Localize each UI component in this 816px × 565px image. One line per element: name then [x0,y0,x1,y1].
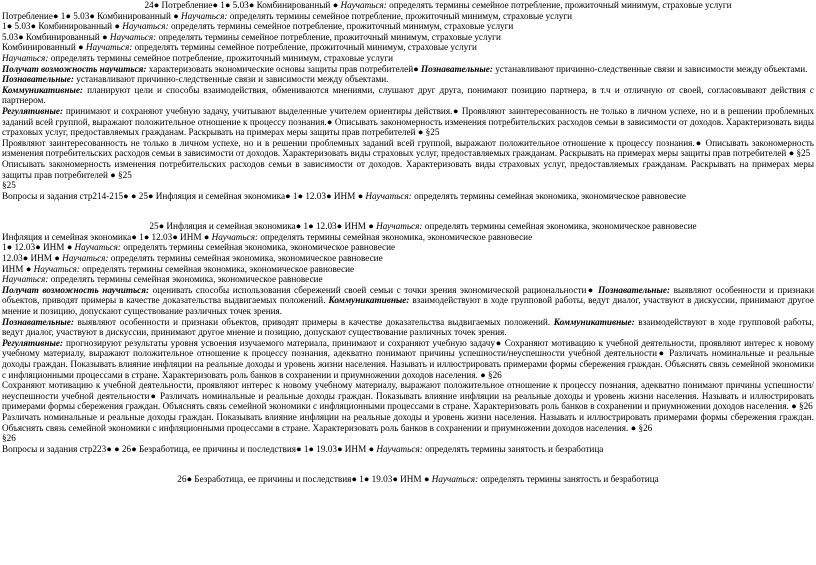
cascade-italic: Научаться: [74,242,121,253]
heading-rest: определять термины семейная экономика, экономическое равновесие [422,221,697,232]
cascade-lead: 12.03● ИНМ ● [2,253,63,264]
questions-italic: Научаться: [365,190,412,201]
cascade-line [2,21,814,32]
paragraph [2,74,814,85]
label: Регулятивные: [2,105,64,116]
text: устанавливают причинно-следственные связи и зависимости между объектами. [73,74,389,85]
cascade-lead: Инфляция и семейная экономика● 1● 12.03● ИНМ ● [2,231,212,242]
cascade-line [2,264,814,275]
paragraph [2,285,814,317]
cascade-italic: Научаться: [2,274,49,285]
cascade-italic: Научаться: [109,31,157,42]
text: выявляют особенности и признаки объектов, приводят примеры в качестве доказательства выдвигаемых положений. [73,316,554,327]
paragraph [2,317,814,338]
paragraph [2,85,814,106]
label: Коммуникативные: [2,84,83,95]
paragraph [2,106,814,138]
cascade-italic: Научаться: [85,42,133,53]
cascade-italic: Научаться: [211,231,259,242]
cascade-italic: Научаться: [181,10,228,21]
paragraph: §26 [2,433,16,444]
cascade-line [2,253,814,264]
cascade-lead: 1● 12.03● ИНМ ● [2,242,75,253]
text: устанавливают причинно-следственные связи и зависимости между объектами. [492,63,808,74]
text: характеризовать экономические основы защиты прав потребителей● [146,63,421,74]
cascade-lead: Потребление● 1● 5.03● Комбинированный ● [2,10,182,21]
text: взаимодействуют в ходе групповой работы, ведут диалог, участвуют в дискуссии, принимают другое мнение и позицию, допускают существование различных точек зрения. [2,295,814,317]
cascade-line [2,242,814,253]
heading-rest: определять термины занятость и безработица [478,474,659,485]
questions-line [2,444,814,455]
paragraph: Проявляют заинтересованность не только в личном успехе, но и в решении проблемных заданий всей группой, выражают положительное отношение к процессу познания.● Описывать закономерность изменения потребительских расходов семьи в зависимости от доходов. Характеризовать виды страховых услуг, предоставляемых гражданам. Раскрывать на примерах меры защиты прав потребителей ● §25 [2,137,814,159]
cascade-italic: Научаться: [2,52,49,63]
cascade-rest: определять термины семейное потребление, прожиточный минимум, страховые услуги [168,21,514,32]
label: Познавательные: [2,316,74,327]
lesson-26-heading [2,474,814,485]
label: Получат возможность научиться: [2,63,147,74]
paragraph: Сохраняют мотивацию к учебной деятельности, проявляют интерес к новому учебному материалу, выражают положительное отношение к процессу познания, адекватно понимают причины успешности/неуспешности учебной деятельности● Различать номинальные и реальные доходы граждан. Показывать влияние инфляции на реальные доходы и уровень жизни населения. Называть и иллюстрировать примерами формы сбережения граждан. Объяснять связь семейной экономики с инфляционными процессами в стране. Характеризовать роль банков в сохранении и приумножении доходов населения. ● §26 [2,380,814,412]
spacer [2,454,814,474]
cascade-rest: определять термины семейная экономика, экономическое равновесие [79,263,355,274]
paragraph: Различать номинальные и реальные доходы граждан. Показывать влияние инфляции на реальные доходы и уровень жизни населения. Называть и иллюстрировать примерами формы сбережения граждан. Объяснять связь семейной экономики с инфляционными процессами в стране. Характеризовать роль банков в сохранении и приумножении доходов населения. ● §26 [2,411,814,433]
questions-rest: определять термины занятость и безработица [422,443,604,454]
label: Познавательные: [2,74,74,85]
heading-lead: 25● Инфляция и семейная экономика● 1● 12.03● ИНМ ● [149,221,377,232]
cascade-line [2,42,814,53]
cascade-line [2,32,814,43]
lesson-24-cascade [2,11,814,64]
cascade-lead: Комбинированный ● [2,42,86,53]
paragraph [2,338,814,380]
lesson-24-body [2,64,814,202]
cascade-rest: определять термины семейная экономика, экономическое равновесие [108,253,383,264]
heading-italic: Научаться: [340,0,387,10]
label: Коммуникативные: [553,316,635,327]
cascade-italic: Научаться: [62,253,109,264]
heading-lead: 26● Безработица, ее причины и последствия● 1● 19.03● ИНМ ● [177,474,432,485]
paragraph: §25 [2,180,16,191]
cascade-rest: определять термины семейное потребление, прожиточный минимум, страховые услуги [132,42,477,53]
cascade-line [2,232,814,243]
questions-line [2,191,814,202]
label: Познавательные: [420,63,493,74]
lesson-25-body [2,285,814,455]
cascade-italic: Научаться: [122,21,169,32]
cascade-rest: определять термины семейная экономика, экономическое равновесие [120,242,396,253]
text: выявляют особенности и признаки объектов, приводят примеры в качестве доказательства выдвигаемых положений. [2,284,814,306]
text: взаимодействуют в ходе групповой работы, ведут диалог, участвуют в дискуссии, принимают другое мнение и позицию, допускают существование различных точек зрения. [2,316,814,338]
text: прогнозируют результаты уровня усвоения изучаемого материала, принимают и сохраняют учебную задачу● Сохраняют мотивацию к учебной деятельности, проявляют интерес к новому учебному материалу, выражают положительное отношение к процессу познания, адекватно понимают причины успешности/неуспешности учебной деятельности● Различать номинальные и реальные доходы граждан. Показывать влияние инфляции на реальные доходы и уровень жизни населения. Называть и иллюстрировать примерами формы сбережения граждан. Объяснять связь семейной экономики с инфляционными процессами в стране. Характеризовать роль банков в сохранении и приумножении доходов населения. ● §26 [2,337,814,380]
cascade-line [2,274,814,285]
cascade-rest: определять термины семейная экономика, экономическое равновесие [48,274,323,285]
paragraph [2,64,814,75]
cascade-line [2,11,814,22]
label: Коммуникативные: [328,295,410,306]
lesson-25-cascade [2,232,814,285]
cascade-rest: определять термины семейная экономика, экономическое равновесие [258,231,533,242]
cascade-lead: ИНМ ● [2,263,34,274]
cascade-italic: Научаться: [33,263,80,274]
lesson-25-heading [2,221,814,232]
heading-italic: Научаться: [431,474,479,485]
heading-italic: Научаться: [376,221,423,232]
label: Познавательные: [598,284,671,295]
cascade-lead: 5.03● Комбинированный ● [2,31,110,42]
text: оценивать способы использования сбережений своей семьи с точки зрения экономической рациональности● [149,284,599,295]
cascade-lead: 1● 5.03● Комбинированный ● [2,21,123,32]
cascade-rest: определять термины семейное потребление, прожиточный минимум, страховые услуги [156,31,501,42]
questions-lead: Вопросы и задания стр223● ● 26● Безработица, ее причины и последствия● 1● 19.03● ИНМ ● [2,443,377,454]
text: принимают и сохраняют учебную задачу, учитывают выделенные учителем ориентиры действия.● Проявляют заинтересованность не только в личном успехе, но и в решении проблемных заданий всей группой, выражают положительное отношение к процессу познания.● Описывать закономерность изменения потребительских расходов семьи в зависимости от доходов. Характеризовать виды страховых услуг, предоставляемых гражданам. Раскрывать на примерах меры защиты прав потребителей ● §25 [2,105,814,138]
questions-italic: Научаться: [376,443,423,454]
label: Получат возможность научиться: [2,284,150,295]
label: Регулятивные: [2,337,64,348]
cascade-line [2,53,814,64]
lesson-24-heading [2,0,814,11]
cascade-rest: определять термины семейное потребление, прожиточный минимум, страховые услуги [227,10,573,21]
spacer [2,201,814,221]
questions-lead: Вопросы и задания стр214-215● ● 25● Инфляция и семейная экономика● 1● 12.03● ИНМ ● [2,190,366,201]
cascade-rest: определять термины семейное потребление, прожиточный минимум, страховые услуги [48,52,394,63]
paragraph: Описывать закономерность изменения потребительских расходов семьи в зависимости от доходов. Характеризовать виды страховых услуг, предоставляемых гражданам. Раскрывать на примерах меры защиты прав потребителей ● §25 [2,158,814,180]
text: планируют цели и способы взаимодействия, обмениваются мнениями, слушают друг друга, понимают позицию партнера, в т.ч и отличную от своей, согласовывают действия с партнером. [2,84,814,106]
heading-rest: определять термины семейное потребление, прожиточный минимум, страховые услуги [386,0,732,10]
heading-lead: 24● Потребление● 1● 5.03● Комбинированный ● [144,0,341,10]
questions-rest: определять термины семейная экономика, экономическое равновесие [411,190,686,201]
